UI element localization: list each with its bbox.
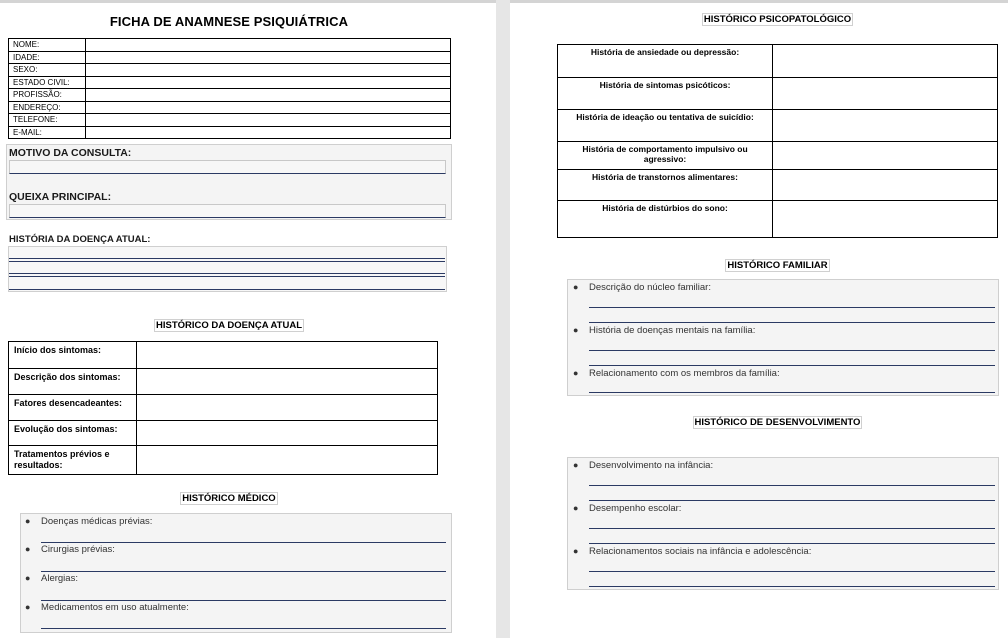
medical-item-label: Cirurgias prévias:: [41, 544, 115, 555]
motivo-label: MOTIVO DA CONSULTA:: [9, 147, 132, 159]
hda-value-field[interactable]: [137, 395, 438, 421]
table-row: [558, 78, 998, 110]
table-row: [558, 45, 998, 78]
psy-label: História de ideação ou tentativa de suicídio:: [558, 110, 773, 142]
table-row: [9, 89, 451, 102]
psy-label: História de distúrbios do sono:: [558, 201, 773, 238]
family-item-input[interactable]: [589, 350, 995, 351]
table-row: [558, 110, 998, 142]
hda-value-field[interactable]: [137, 342, 438, 369]
family-heading-text: HISTÓRICO FAMILIAR: [727, 260, 828, 271]
table-row: [9, 395, 438, 421]
identification-value-field[interactable]: [86, 76, 451, 89]
family-heading: [557, 260, 998, 271]
bullet-icon: ●: [25, 544, 31, 554]
development-item-input[interactable]: [589, 586, 995, 587]
identification-value-field[interactable]: [86, 101, 451, 114]
medical-list-box: [20, 513, 452, 633]
writing-line: [9, 276, 445, 277]
hda-label: Tratamentos prévios e resultados:: [9, 446, 137, 475]
identification-label: ENDEREÇO:: [9, 101, 86, 114]
bullet-icon: ●: [573, 503, 579, 513]
writing-line: [9, 289, 445, 290]
hda-heading: [8, 320, 450, 331]
document-page-left: [0, 0, 496, 638]
list-item: [573, 368, 780, 379]
medical-item-input[interactable]: [41, 628, 446, 629]
table-row: [9, 114, 451, 127]
psy-label: História de transtornos alimentares:: [558, 170, 773, 201]
medical-heading: [8, 493, 450, 504]
identification-value-field[interactable]: [86, 39, 451, 52]
page-top-edge: [0, 0, 496, 3]
psy-heading: [557, 14, 998, 25]
document-title: FICHA DE ANAMNESE PSIQUIÁTRICA: [109, 14, 349, 29]
list-item: [573, 325, 756, 336]
bullet-icon: ●: [573, 460, 579, 470]
list-item: [573, 546, 812, 557]
hda-heading-text: HISTÓRICO DA DOENÇA ATUAL: [155, 320, 302, 331]
medical-item-label: Doenças médicas prévias:: [41, 516, 153, 527]
identification-label: E-MAIL:: [9, 126, 86, 139]
identification-value-field[interactable]: [86, 114, 451, 127]
psychopathology-table: [557, 44, 998, 238]
list-item: [25, 602, 189, 613]
bullet-icon: ●: [25, 516, 31, 526]
page-top-edge: [510, 0, 1008, 3]
bullet-icon: ●: [573, 325, 579, 335]
development-item-input[interactable]: [589, 571, 995, 572]
family-item-input[interactable]: [589, 365, 995, 366]
medical-item-input[interactable]: [41, 600, 446, 601]
psy-value-field[interactable]: [773, 45, 998, 78]
family-item-input[interactable]: [589, 307, 995, 308]
hda-label: Início dos sintomas:: [9, 342, 137, 369]
psy-value-field[interactable]: [773, 201, 998, 238]
bullet-icon: ●: [573, 368, 579, 378]
table-row: [9, 64, 451, 77]
queixa-label: QUEIXA PRINCIPAL:: [9, 191, 112, 203]
identification-label: NOME:: [9, 39, 86, 52]
writing-line: [9, 258, 445, 259]
table-row: [9, 421, 438, 446]
table-row: [9, 76, 451, 89]
hda-label: Evolução dos sintomas:: [9, 421, 137, 446]
development-heading: [557, 417, 998, 428]
hda-table: [8, 341, 438, 475]
bullet-icon: ●: [573, 282, 579, 292]
table-row: [9, 51, 451, 64]
family-item-input[interactable]: [589, 322, 995, 323]
development-item-label: Relacionamentos sociais na infância e adolescência:: [589, 546, 812, 557]
identification-label: ESTADO CIVIL:: [9, 76, 86, 89]
development-item-input[interactable]: [589, 485, 995, 486]
identification-label: IDADE:: [9, 51, 86, 64]
identification-label: TELEFONE:: [9, 114, 86, 127]
table-row: [558, 170, 998, 201]
document-page-right: [510, 0, 1008, 638]
table-row: [9, 101, 451, 114]
development-heading-text: HISTÓRICO DE DESENVOLVIMENTO: [694, 417, 861, 428]
table-row: [9, 446, 438, 475]
table-row: [9, 342, 438, 369]
table-row: [9, 126, 451, 139]
table-row: [558, 142, 998, 170]
identification-value-field[interactable]: [86, 64, 451, 77]
table-row: [558, 201, 998, 238]
medical-item-label: Alergias:: [41, 573, 78, 584]
writing-line: [9, 261, 445, 262]
historia-atual-label: HISTÓRIA DA DOENÇA ATUAL:: [9, 234, 151, 245]
list-item: [573, 503, 682, 514]
hda-value-field[interactable]: [137, 369, 438, 395]
hda-label: Fatores desencadeantes:: [9, 395, 137, 421]
medical-item-input[interactable]: [41, 542, 446, 543]
development-item-input[interactable]: [589, 528, 995, 529]
psy-value-field[interactable]: [773, 78, 998, 110]
family-item-label: Relacionamento com os membros da família:: [589, 368, 780, 379]
list-item: [25, 516, 153, 527]
psy-label: História de sintomas psicóticos:: [558, 78, 773, 110]
development-item-input[interactable]: [589, 500, 995, 501]
psy-label: História de ansiedade ou depressão:: [558, 45, 773, 78]
hda-value-field[interactable]: [137, 421, 438, 446]
development-item-input[interactable]: [589, 543, 995, 544]
development-item-label: Desempenho escolar:: [589, 503, 682, 514]
hda-label: Descrição dos sintomas:: [9, 369, 137, 395]
list-item: [25, 544, 115, 555]
identification-value-field[interactable]: [86, 51, 451, 64]
list-item: [25, 573, 78, 584]
bullet-icon: ●: [25, 602, 31, 612]
psy-heading-text: HISTÓRICO PSICOPATOLÓGICO: [703, 14, 852, 25]
queixa-input[interactable]: [9, 204, 446, 218]
medical-item-label: Medicamentos em uso atualmente:: [41, 602, 189, 613]
table-row: [9, 369, 438, 395]
bullet-icon: ●: [25, 573, 31, 583]
psy-value-field[interactable]: [773, 110, 998, 142]
family-item-label: Descrição do núcleo familiar:: [589, 282, 711, 293]
identification-table: [8, 38, 451, 139]
bullet-icon: ●: [573, 546, 579, 556]
psy-value-field[interactable]: [773, 170, 998, 201]
table-row: [9, 39, 451, 52]
family-item-input[interactable]: [589, 392, 995, 393]
identification-value-field[interactable]: [86, 89, 451, 102]
medical-heading-text: HISTÓRICO MÉDICO: [182, 493, 276, 504]
psy-label: História de comportamento impulsivo ou agressivo:: [558, 142, 773, 170]
medical-item-input[interactable]: [41, 571, 446, 572]
list-item: [573, 282, 711, 293]
writing-line: [9, 273, 445, 274]
psy-value-field[interactable]: [773, 142, 998, 170]
identification-value-field[interactable]: [86, 126, 451, 139]
motivo-input[interactable]: [9, 160, 446, 174]
identification-label: SEXO:: [9, 64, 86, 77]
hda-value-field[interactable]: [137, 446, 438, 475]
list-item: [573, 460, 714, 471]
development-item-label: Desenvolvimento na infância:: [589, 460, 714, 471]
identification-label: PROFISSÃO:: [9, 89, 86, 102]
family-item-label: História de doenças mentais na família:: [589, 325, 756, 336]
historia-atual-input[interactable]: [8, 246, 447, 292]
